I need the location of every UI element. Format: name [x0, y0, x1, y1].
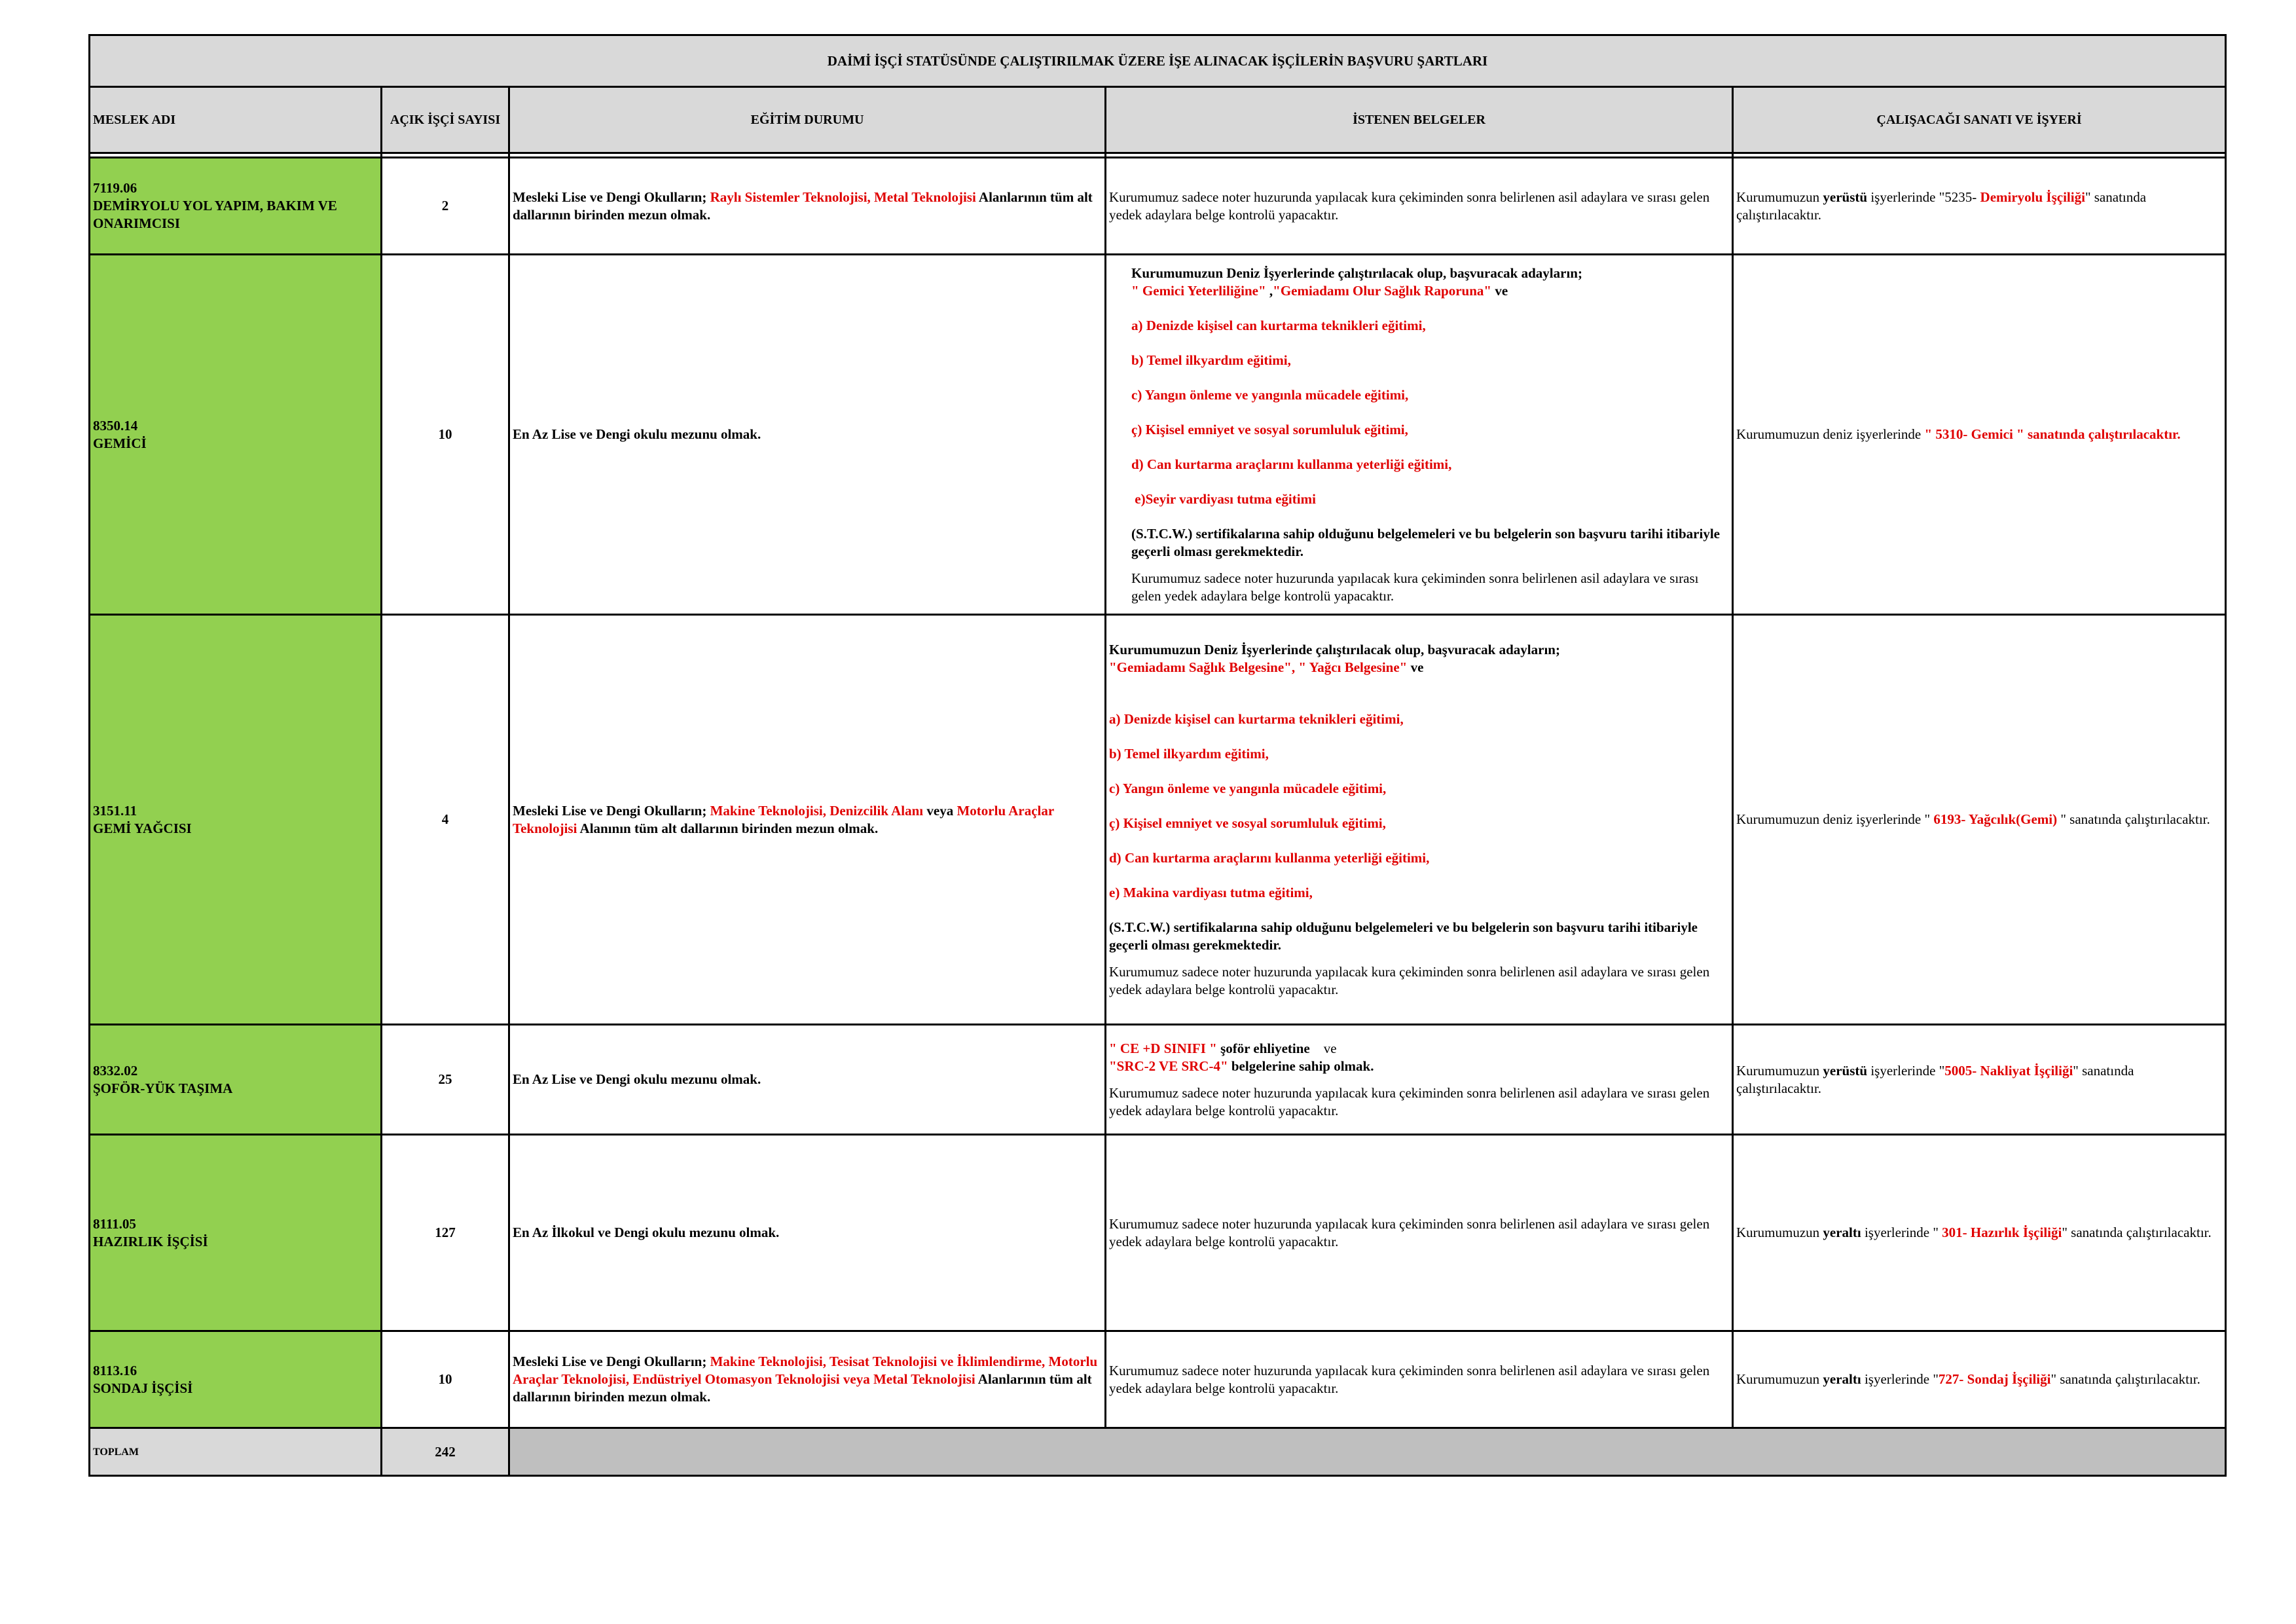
- required-certificate: "Gemiadamı Olur Sağlık Raporuna": [1273, 282, 1492, 299]
- training-item: ç) Kişisel emniyet ve sosyal sorumluluk eğitimi,: [1131, 421, 1408, 437]
- workplace-type: yerüstü: [1823, 1062, 1868, 1079]
- workplace-type: yeraltı: [1823, 1371, 1861, 1387]
- workplace-text: Kurumumuzun: [1736, 1062, 1823, 1079]
- job-cell: [90, 615, 382, 1025]
- education-text: Mesleki Lise ve Dengi Okulların;: [513, 1354, 710, 1369]
- trade-name: 6193- Yağcılık(Gemi): [1933, 811, 2058, 827]
- workplace-text: işyerlerinde ": [1867, 1062, 1945, 1079]
- workplace-text: işyerlerinde ": [1861, 1225, 1942, 1240]
- workplace-cell: [1733, 255, 2226, 615]
- training-item: c) Yangın önleme ve yangınla mücadele eğitimi,: [1109, 780, 1387, 796]
- documents-text: belgelerine sahip olmak.: [1228, 1058, 1374, 1074]
- education-cell: [509, 158, 1106, 255]
- job-code: 7119.06: [93, 180, 137, 196]
- open-count: 2: [382, 158, 509, 255]
- job-name: GEMİ YAĞCISI: [93, 820, 192, 836]
- job-code: 8350.14: [93, 417, 138, 434]
- documents-note: Kurumumuz sadece noter huzurunda yapılacak kura çekiminden sonra belirlenen asil adaylara ve sırası gelen yedek adaylara belge kontrolü yapacaktır.: [1131, 570, 1699, 604]
- total-value: 242: [382, 1428, 509, 1476]
- workplace-text: işyerlerinde "5235-: [1867, 189, 1980, 205]
- required-certificate: "SRC-2 VE SRC-4": [1109, 1058, 1228, 1074]
- job-cell: [90, 1331, 382, 1428]
- workplace-cell: [1733, 158, 2226, 255]
- workplace-text: Kurumumuzun: [1736, 1371, 1823, 1387]
- workplace-text: " sanatında çalıştırılacaktır.: [2050, 1371, 2200, 1387]
- job-code: 8332.02: [93, 1062, 138, 1079]
- stcw-note: (S.T.C.W.) sertifikalarına sahip olduğunu belgelemeleri ve bu belgelerin son başvuru tarihi itibariyle geçerli olması gerekmektedir.: [1131, 525, 1720, 559]
- workplace-text: Kurumumuzun: [1736, 189, 1823, 205]
- col-header-education: EĞİTİM DURUMU: [509, 87, 1106, 153]
- required-certificate: "Gemiadamı Sağlık Belgesine", " Yağcı Belgesine": [1109, 659, 1408, 675]
- documents-cell: [1106, 255, 1733, 615]
- education-cell: En Az Lise ve Dengi okulu mezunu olmak.: [509, 255, 1106, 615]
- documents-text: şoför ehliyetine: [1216, 1040, 1310, 1056]
- job-code: 8113.16: [93, 1362, 137, 1378]
- job-name: DEMİRYOLU YOL YAPIM, BAKIM VE ONARIMCISI: [93, 198, 337, 231]
- job-code: 8111.05: [93, 1215, 136, 1232]
- job-cell: [90, 1025, 382, 1135]
- workplace-text: Kurumumuzun deniz işyerlerinde ": [1736, 811, 1934, 827]
- workplace-text: " sanatında çalıştırılacaktır.: [2057, 811, 2210, 827]
- education-cell: En Az İlkokul ve Dengi okulu mezunu olmak.: [509, 1135, 1106, 1331]
- open-count: 127: [382, 1135, 509, 1331]
- documents-connector: ve: [1407, 659, 1424, 675]
- workplace-text: " sanatında çalıştırılacaktır.: [2062, 1225, 2212, 1240]
- workplace-cell: [1733, 1331, 2226, 1428]
- workplace-text: " sanatında çalıştırılacaktır.: [1736, 189, 2147, 223]
- education-text: Mesleki Lise ve Dengi Okulların;: [513, 189, 710, 205]
- education-text: Alanlarının tüm alt dallarının birinden mezun olmak.: [513, 189, 1093, 223]
- documents-cell: Kurumumuz sadece noter huzurunda yapılacak kura çekiminden sonra belirlenen asil adaylara ve sırası gelen yedek adaylara belge kontrolü yapacaktır.: [1106, 1135, 1733, 1331]
- job-cell: [90, 158, 382, 255]
- job-code: 3151.11: [93, 802, 137, 819]
- open-count: 4: [382, 615, 509, 1025]
- documents-connector: ve: [1491, 282, 1508, 299]
- workplace-text: Kurumumuzun deniz işyerlerinde: [1736, 426, 1925, 442]
- documents-intro: Kurumumuzun Deniz İşyerlerinde çalıştırılacak olup, başvuracak adayların;: [1109, 641, 1560, 657]
- education-cell: [509, 615, 1106, 1025]
- training-item: d) Can kurtarma araçlarını kullanma yeterliği eğitimi,: [1131, 456, 1452, 472]
- column-header-row: [90, 87, 2226, 153]
- workplace-type: yerüstü: [1823, 189, 1868, 205]
- training-item: a) Denizde kişisel can kurtarma teknikleri eğitimi,: [1109, 710, 1404, 727]
- education-fields: Motorlu Araçlar Teknolojisi: [513, 802, 1054, 836]
- open-count: 10: [382, 255, 509, 615]
- job-name: SONDAJ İŞÇİSİ: [93, 1380, 193, 1396]
- table-row: [90, 1135, 2226, 1331]
- training-item: e)Seyir vardiyası tutma eğitimi: [1131, 490, 1316, 507]
- requirements-table: [88, 34, 2227, 1477]
- workplace-cell: [1733, 615, 2226, 1025]
- required-license: " CE +D SINIFI ": [1109, 1040, 1217, 1056]
- training-item: e) Makina vardiyası tutma eğitimi,: [1109, 884, 1313, 900]
- open-count: 25: [382, 1025, 509, 1135]
- table-row: [90, 1331, 2226, 1428]
- documents-cell: [1106, 615, 1733, 1025]
- education-text: Alanının tüm alt dallarının birinden mezun olmak.: [577, 820, 879, 836]
- job-name: GEMİCİ: [93, 435, 147, 451]
- training-item: d) Can kurtarma araçlarını kullanma yeterliği eğitimi,: [1109, 849, 1430, 866]
- workplace-text: " sanatında çalıştırılacaktır.: [1736, 1062, 2134, 1096]
- col-header-count: AÇIK İŞÇİ SAYISI: [382, 87, 509, 153]
- workplace-cell: [1733, 1135, 2226, 1331]
- training-item: b) Temel ilkyardım eğitimi,: [1109, 745, 1269, 762]
- total-label: TOPLAM: [90, 1428, 382, 1476]
- workplace-cell: [1733, 1025, 2226, 1135]
- col-header-documents: İSTENEN BELGELER: [1106, 87, 1733, 153]
- job-cell: [90, 1135, 382, 1331]
- total-filler: [509, 1428, 2226, 1476]
- documents-cell: [1106, 1025, 1733, 1135]
- total-row: [90, 1428, 2226, 1476]
- trade-name: 5005- Nakliyat İşçiliği: [1944, 1062, 2073, 1079]
- col-header-job: MESLEK ADI: [90, 87, 382, 153]
- documents-cell: Kurumumuz sadece noter huzurunda yapılacak kura çekiminden sonra belirlenen asil adaylara ve sırası gelen yedek adaylara belge kontrolü yapacaktır.: [1106, 158, 1733, 255]
- education-cell: [509, 1331, 1106, 1428]
- job-cell: [90, 255, 382, 615]
- stcw-note: (S.T.C.W.) sertifikalarına sahip olduğunu belgelemeleri ve bu belgelerin son başvuru tarihi itibariyle geçerli olması gerekmektedir.: [1109, 919, 1698, 953]
- training-item: a) Denizde kişisel can kurtarma teknikleri eğitimi,: [1131, 317, 1426, 333]
- documents-connector: ve: [1309, 1040, 1337, 1056]
- job-name: ŞOFÖR-YÜK TAŞIMA: [93, 1080, 233, 1096]
- table-row: [90, 615, 2226, 1025]
- table-row: [90, 158, 2226, 255]
- documents-note: Kurumumuz sadece noter huzurunda yapılacak kura çekiminden sonra belirlenen asil adaylara ve sırası gelen yedek adaylara belge kontrolü yapacaktır.: [1109, 1084, 1710, 1118]
- workplace-text: işyerlerinde ": [1861, 1371, 1939, 1387]
- education-text: Mesleki Lise ve Dengi Okulların;: [513, 802, 710, 819]
- documents-note: Kurumumuz sadece noter huzurunda yapılacak kura çekiminden sonra belirlenen asil adaylara ve sırası gelen yedek adaylara belge kontrolü yapacaktır.: [1109, 963, 1710, 997]
- page-title: DAİMİ İŞÇİ STATÜSÜNDE ÇALIŞTIRILMAK ÜZERE İŞE ALINACAK İŞÇİLERİN BAŞVURU ŞARTLARI: [90, 35, 2226, 87]
- job-name: HAZIRLIK İŞÇİSİ: [93, 1233, 208, 1249]
- table-title-row: [90, 35, 2226, 87]
- workplace-type: yeraltı: [1823, 1225, 1861, 1240]
- documents-intro: Kurumumuzun Deniz İşyerlerinde çalıştırılacak olup, başvuracak adayların;: [1131, 265, 1582, 281]
- workplace-text: Kurumumuzun: [1736, 1225, 1823, 1240]
- education-fields: Makine Teknolojisi, Denizcilik Alanı: [710, 802, 924, 819]
- col-header-workplace: ÇALIŞACAĞI SANATI VE İŞYERİ: [1733, 87, 2226, 153]
- documents-separator: ,: [1266, 282, 1273, 299]
- education-fields: Makine Teknolojisi, Tesisat Teknolojisi ve İklimlendirme, Motorlu Araçlar Teknolojisi, Endüstriyel Otomasyon Teknolojisi veya Metal Teknolojisi: [513, 1354, 1098, 1387]
- trade-name: 727- Sondaj İşçiliği: [1938, 1371, 2051, 1387]
- trade-name: Demiryolu İşçiliği: [1980, 189, 2085, 205]
- education-fields: Raylı Sistemler Teknolojisi, Metal Teknolojisi: [710, 189, 976, 205]
- application-requirements-sheet: [88, 34, 2225, 1476]
- trade-name: " 5310- Gemici " sanatında çalıştırılacaktır.: [1924, 426, 2181, 442]
- trade-name: 301- Hazırlık İşçiliği: [1942, 1225, 2062, 1240]
- education-text: Alanlarının tüm alt dallarının birinden mezun olmak.: [513, 1371, 1092, 1405]
- table-row: [90, 255, 2226, 615]
- education-text: veya: [923, 802, 957, 819]
- open-count: 10: [382, 1331, 509, 1428]
- training-item: c) Yangın önleme ve yangınla mücadele eğitimi,: [1131, 386, 1409, 403]
- training-item: ç) Kişisel emniyet ve sosyal sorumluluk eğitimi,: [1109, 815, 1386, 831]
- table-row: [90, 1025, 2226, 1135]
- education-cell: En Az Lise ve Dengi okulu mezunu olmak.: [509, 1025, 1106, 1135]
- documents-cell: Kurumumuz sadece noter huzurunda yapılacak kura çekiminden sonra belirlenen asil adaylara ve sırası gelen yedek adaylara belge kontrolü yapacaktır.: [1106, 1331, 1733, 1428]
- required-certificate: " Gemici Yeterliliğine": [1131, 282, 1266, 299]
- training-item: b) Temel ilkyardım eğitimi,: [1131, 352, 1291, 368]
